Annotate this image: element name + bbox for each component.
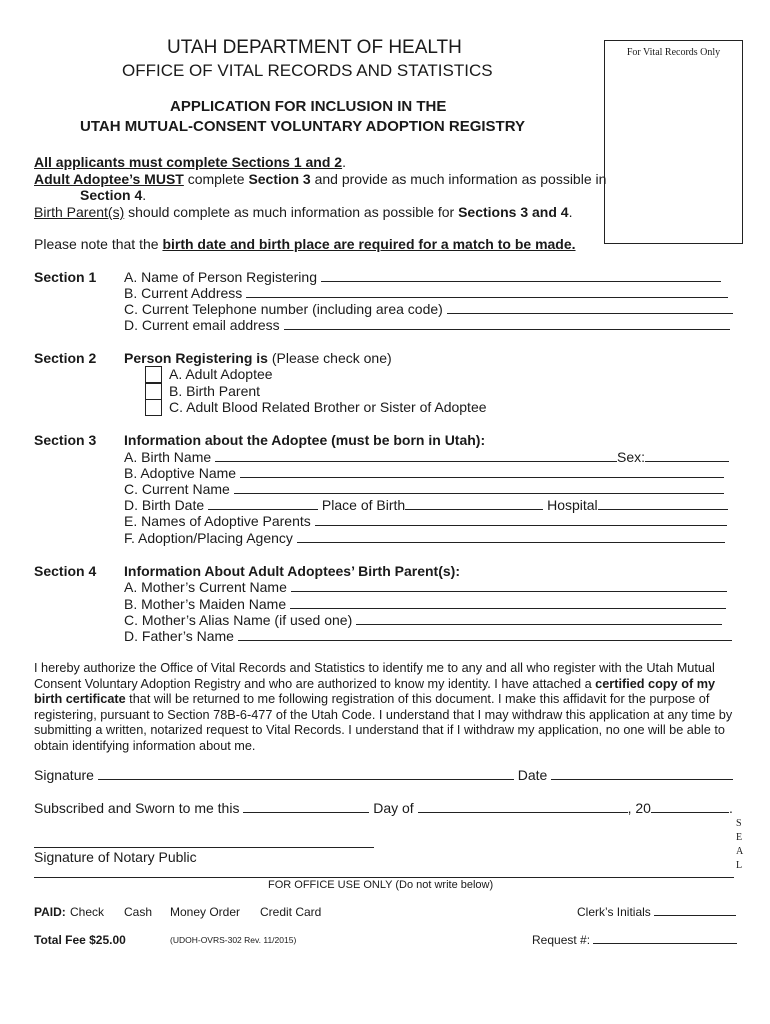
field-birth-name[interactable]	[215, 449, 617, 462]
field-label-name-registering: A. Name of Person Registering	[124, 269, 317, 285]
section3-adoptive-parents-row	[124, 513, 727, 529]
field-telephone[interactable]	[447, 301, 733, 314]
form-id: (UDOH-OVRS-302 Rev. 11/2015)	[170, 935, 297, 945]
authorization-paragraph	[34, 661, 734, 755]
field-adoptive-parents[interactable]	[315, 513, 727, 526]
field-label-agency: F. Adoption/Placing Agency	[124, 530, 293, 546]
section3-birthdate-row	[124, 497, 728, 513]
field-label-father-name: D. Father’s Name	[124, 628, 234, 644]
checkbox-birth-parent[interactable]	[145, 383, 162, 400]
instruction-section4: Section 4	[80, 187, 143, 203]
field-name-registering[interactable]	[321, 269, 721, 282]
field-label-hospital: Hospital	[543, 497, 598, 513]
field-mother-maiden-name[interactable]	[290, 596, 726, 609]
office-title: OFFICE OF VITAL RECORDS AND STATISTICS	[122, 61, 493, 80]
paid-label: PAID:	[34, 905, 66, 919]
field-label-place-of-birth: Place of Birth	[318, 497, 406, 513]
paid-money-order: Money Order	[170, 905, 241, 919]
field-mother-alias[interactable]	[356, 612, 722, 625]
field-email[interactable]	[284, 317, 730, 330]
field-label-current-name: C. Current Name	[124, 481, 230, 497]
authorization-birth-cert: certified copy of my birth certificate	[34, 676, 716, 707]
form-title-line1: APPLICATION FOR INCLUSION IN THE	[170, 98, 447, 115]
paid-credit-card: Credit Card	[260, 905, 322, 919]
section1-address-row	[124, 285, 728, 301]
request-number-label: Request #:	[532, 933, 591, 947]
field-mother-current-name[interactable]	[291, 579, 727, 592]
field-agency[interactable]	[297, 530, 725, 543]
seal-letter-e: E	[736, 832, 743, 843]
section3-agency-row	[124, 530, 725, 546]
instruction-text: complete	[183, 171, 249, 187]
field-label-birth-date: D. Birth Date	[124, 497, 205, 513]
match-note	[34, 236, 576, 252]
field-birth-date[interactable]	[208, 497, 318, 510]
notary-signature-line[interactable]	[34, 847, 374, 848]
seal-letter-l: L	[736, 860, 743, 871]
dayof-text: Day of	[369, 800, 414, 816]
field-label-date: Date	[513, 767, 548, 783]
authorization-text: I hereby authorize the Office of Vital Records and Statistics to identify me to any and all who register with the Utah Mutual Consent Voluntary Adoption Registry and who are authorized to know my identity. I have attached a	[34, 661, 715, 691]
field-label-mother-maiden-name: B. Mother’s Maiden Name	[124, 596, 287, 612]
department-title: UTAH DEPARTMENT OF HEALTH	[167, 37, 462, 58]
paid-row	[34, 905, 66, 919]
option-adult-adoptee: A. Adult Adoptee	[169, 366, 273, 382]
instruction-sections-3-4: Sections 3 and 4	[458, 204, 569, 220]
section1-name-row	[124, 269, 721, 285]
section3-heading: Information about the Adoptee (must be born in Utah):	[124, 432, 486, 448]
field-label-mother-current-name: A. Mother’s Current Name	[124, 579, 287, 595]
instruction-text: and provide as much information as possible in	[310, 171, 607, 187]
field-label-adoptive-parents: E. Names of Adoptive Parents	[124, 513, 311, 529]
instruction-line-1	[34, 154, 346, 170]
vital-records-label: For Vital Records Only	[626, 47, 721, 58]
notary-label: Signature of Notary Public	[34, 849, 197, 865]
field-current-name[interactable]	[234, 481, 724, 494]
field-father-name[interactable]	[238, 628, 732, 641]
signature-row	[34, 767, 733, 783]
field-sworn-year[interactable]	[651, 800, 729, 813]
section1-label: Section 1	[34, 269, 97, 285]
seal-letter-a: A	[736, 846, 744, 857]
office-use-title: FOR OFFICE USE ONLY (Do not write below)	[268, 879, 494, 891]
section3-birthname-row	[124, 449, 729, 465]
person-registering-heading: Person Registering is	[124, 350, 268, 366]
match-note-text: Please note that the	[34, 236, 163, 252]
seal-letter-s: S	[736, 818, 742, 829]
field-sex[interactable]	[645, 449, 729, 462]
instruction-section3: Section 3	[248, 171, 311, 187]
field-label-birth-name: A. Birth Name	[124, 449, 212, 465]
field-label-sex: Sex:	[617, 449, 646, 465]
field-sworn-month[interactable]	[418, 800, 628, 813]
field-request-number[interactable]	[593, 933, 737, 944]
field-sworn-day[interactable]	[243, 800, 369, 813]
section4-mother-maiden-row	[124, 596, 726, 612]
field-clerk-initials[interactable]	[654, 905, 736, 916]
office-use-divider	[34, 877, 734, 878]
checkbox-sibling[interactable]	[145, 399, 162, 416]
section2-label: Section 2	[34, 350, 97, 366]
paid-cash: Cash	[124, 905, 153, 919]
request-number-row	[532, 933, 737, 947]
clerk-initials-row	[577, 905, 736, 919]
instruction-line-3	[80, 187, 146, 203]
option-sibling: C. Adult Blood Related Brother or Sister of Adoptee	[169, 399, 487, 415]
check-one-note: (Please check one)	[267, 350, 392, 366]
instruction-period: .	[142, 187, 147, 203]
field-label-mother-alias: C. Mother’s Alias Name (if used one)	[124, 612, 353, 628]
instruction-line-4	[34, 204, 572, 220]
section3-current-name-row	[124, 481, 724, 497]
field-adoptive-name[interactable]	[240, 465, 724, 478]
instruction-period: .	[342, 154, 346, 170]
sworn-text: Subscribed and Sworn to me this	[34, 800, 240, 816]
instruction-text: should complete as much information as possible for	[124, 204, 459, 220]
section4-father-row	[124, 628, 732, 644]
section4-label: Section 4	[34, 563, 97, 579]
section3-adoptive-name-row	[124, 465, 724, 481]
field-date[interactable]	[551, 767, 733, 780]
option-birth-parent: B. Birth Parent	[169, 383, 261, 399]
match-note-required: birth date and birth place are required for a match to be made.	[162, 236, 576, 252]
field-label-email: D. Current email address	[124, 317, 280, 333]
field-label-adoptive-name: B. Adoptive Name	[124, 465, 237, 481]
paid-check: Check	[70, 905, 105, 919]
sworn-row	[34, 800, 733, 816]
field-signature[interactable]	[98, 767, 514, 780]
instruction-line-2	[34, 171, 606, 187]
section1-phone-row	[124, 301, 733, 317]
vital-records-box	[604, 40, 743, 244]
instruction-adult-adoptee: Adult Adoptee’s MUST	[34, 171, 184, 187]
year-prefix: , 20	[627, 800, 651, 816]
instruction-period: .	[568, 204, 573, 220]
clerk-initials-label: Clerk’s Initials	[577, 905, 651, 919]
section4-mother-alias-row	[124, 612, 722, 628]
instruction-all-applicants: All applicants must complete Sections 1 and 2	[34, 154, 343, 170]
field-label-signature: Signature	[34, 767, 94, 783]
field-hospital[interactable]	[598, 497, 728, 510]
section3-label: Section 3	[34, 432, 97, 448]
sworn-period: .	[728, 800, 733, 816]
field-label-telephone: C. Current Telephone number (including area code)	[124, 301, 443, 317]
instruction-birth-parents: Birth Parent(s)	[34, 204, 125, 220]
section1-email-row	[124, 317, 730, 333]
authorization-text: that will be returned to me following registration of this document. I make this affidavit for the purpose of registering, pursuant to Section 78B-6-477 of the Utah Code. I understand that I may withdraw this application at any time by submitting a written, notarized request to Vital Records. I understand that if I withdraw my application, no one will be able to obtain identifying information about me.	[34, 692, 733, 753]
section2-heading	[124, 350, 392, 366]
field-label-current-address: B. Current Address	[124, 285, 243, 301]
total-fee: Total Fee $25.00	[34, 933, 126, 947]
section4-mother-current-row	[124, 579, 727, 595]
field-place-of-birth[interactable]	[405, 497, 543, 510]
checkbox-adult-adoptee[interactable]	[145, 366, 162, 383]
form-title-line2: UTAH MUTUAL-CONSENT VOLUNTARY ADOPTION REGISTRY	[80, 118, 525, 135]
field-current-address[interactable]	[246, 285, 728, 298]
section4-heading: Information About Adult Adoptees’ Birth Parent(s):	[124, 563, 460, 579]
